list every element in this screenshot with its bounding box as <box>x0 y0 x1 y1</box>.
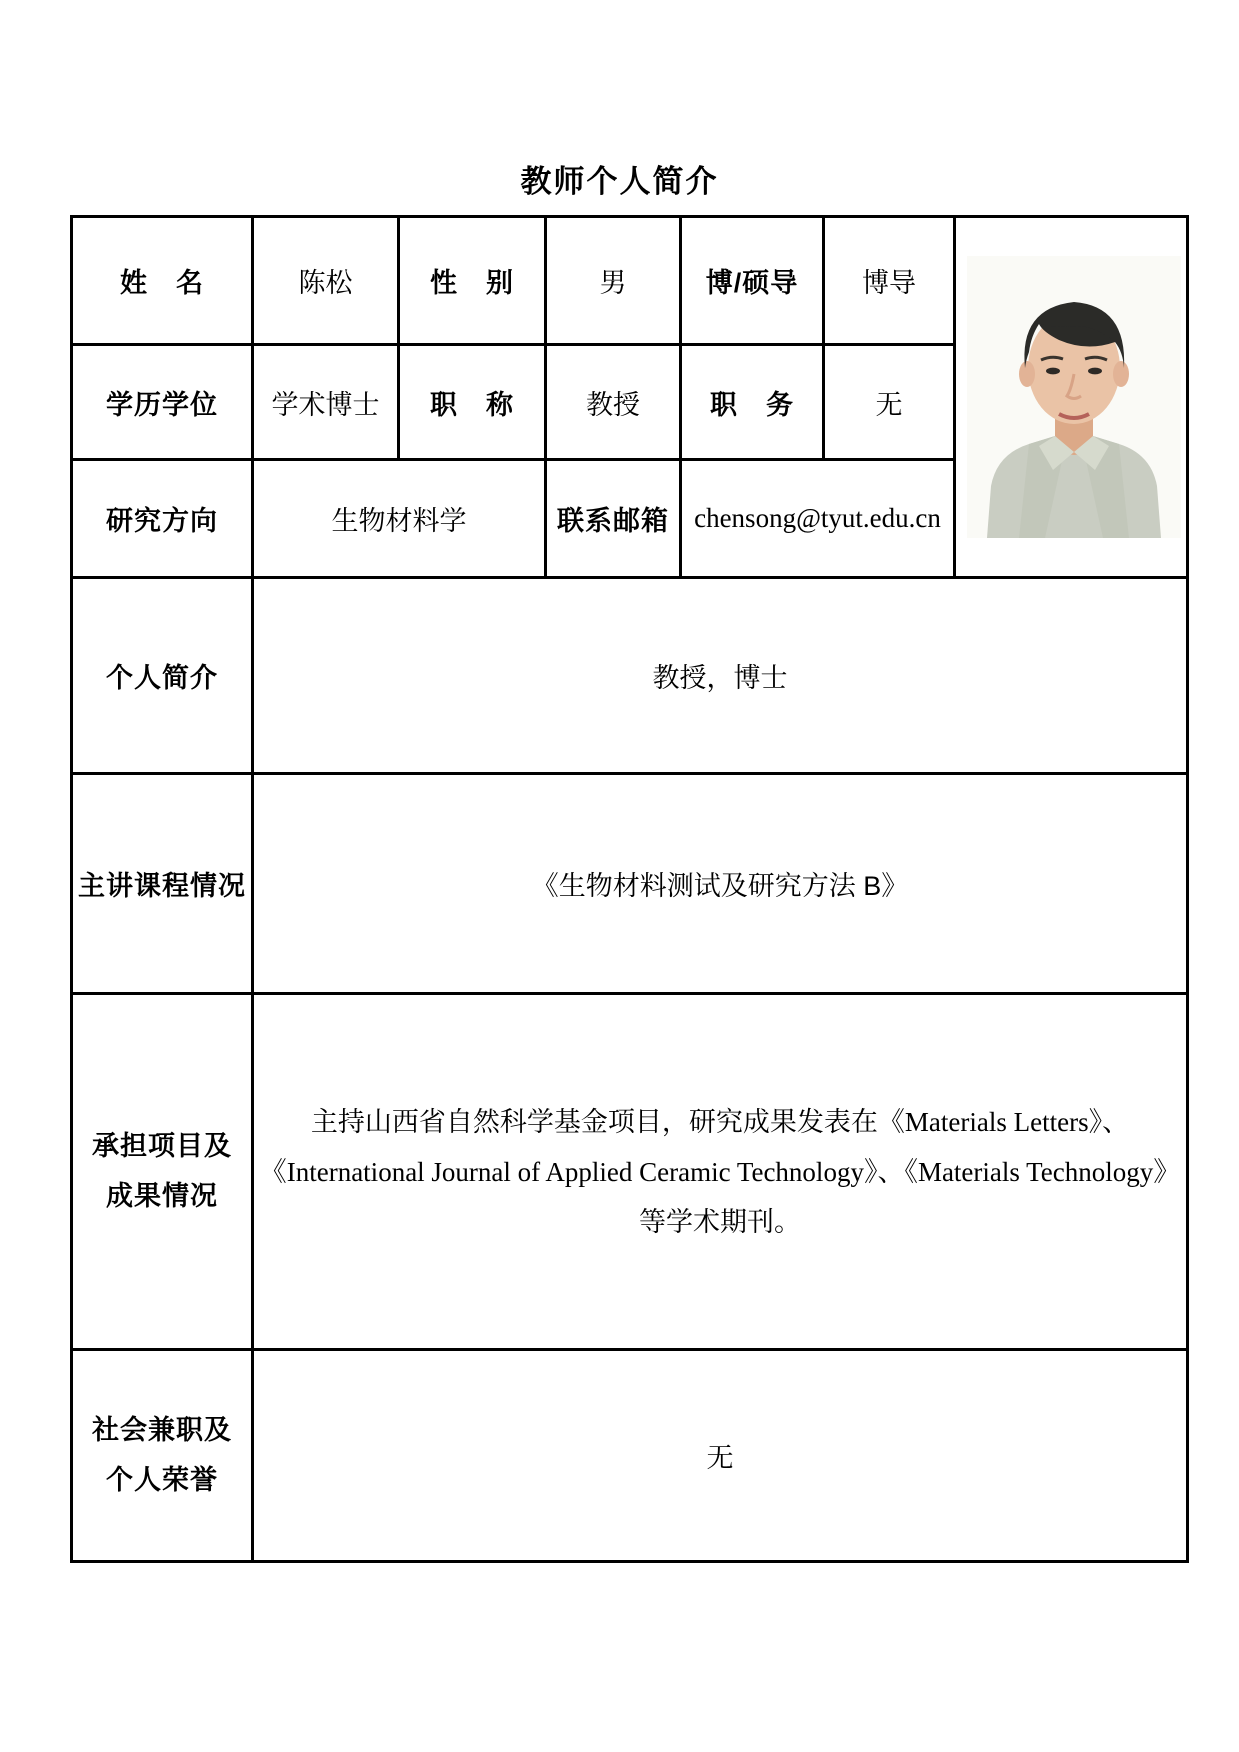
courses-taught-value: 《生物材料测试及研究方法 B》 <box>253 774 1188 994</box>
projects-achievements-label <box>72 994 253 1350</box>
courses-taught-label: 主讲课程情况 <box>72 774 253 994</box>
profile-table <box>70 215 1189 1563</box>
photo-cell <box>955 217 1188 578</box>
table-row <box>72 217 1188 345</box>
email-value: chensong@tyut.edu.cn <box>681 460 955 578</box>
research-direction-value: 生物材料学 <box>253 460 546 578</box>
personal-profile-value: 教授，博士 <box>253 578 1188 774</box>
table-row <box>72 578 1188 774</box>
page-title: 教师个人简介 <box>520 164 719 199</box>
table-row <box>72 774 1188 994</box>
gender-value: 男 <box>546 217 681 345</box>
social-positions-honors-label <box>72 1350 253 1562</box>
education-value: 学术博士 <box>253 345 399 460</box>
eye-left <box>1046 368 1060 375</box>
position-label: 职 务 <box>681 345 824 460</box>
professional-title-label: 职 称 <box>399 345 546 460</box>
ear-left <box>1019 361 1035 387</box>
personal-profile-label: 个人简介 <box>72 578 253 774</box>
table-row <box>72 1350 1188 1562</box>
projects-achievements-value: 主持山西省自然科学基金项目，研究成果发表在《Materials Letters》、《International Journal of Applied Ceramic Technology》、《Materials Technology》等学术期刊。 <box>253 994 1188 1350</box>
education-label: 学历学位 <box>72 345 253 460</box>
position-value: 无 <box>824 345 955 460</box>
professional-title-value: 教授 <box>546 345 681 460</box>
table-row <box>72 994 1188 1350</box>
teacher-photo <box>967 256 1181 538</box>
ear-right <box>1113 361 1129 387</box>
research-direction-label: 研究方向 <box>72 460 253 578</box>
name-label: 姓 名 <box>72 217 253 345</box>
eye-right <box>1088 368 1102 375</box>
social-positions-honors-value: 无 <box>253 1350 1188 1562</box>
projects-achievements-label-line2: 成果情况 <box>106 1180 218 1211</box>
supervisor-type-value: 博导 <box>824 217 955 345</box>
social-positions-honors-label-line1: 社会兼职及 <box>92 1414 232 1445</box>
name-value: 陈松 <box>253 217 399 345</box>
gender-label: 性 别 <box>399 217 546 345</box>
email-label: 联系邮箱 <box>546 460 681 578</box>
supervisor-type-label: 博/硕导 <box>681 217 824 345</box>
projects-achievements-label-line1: 承担项目及 <box>92 1130 232 1161</box>
social-positions-honors-label-line2: 个人荣誉 <box>106 1464 218 1495</box>
